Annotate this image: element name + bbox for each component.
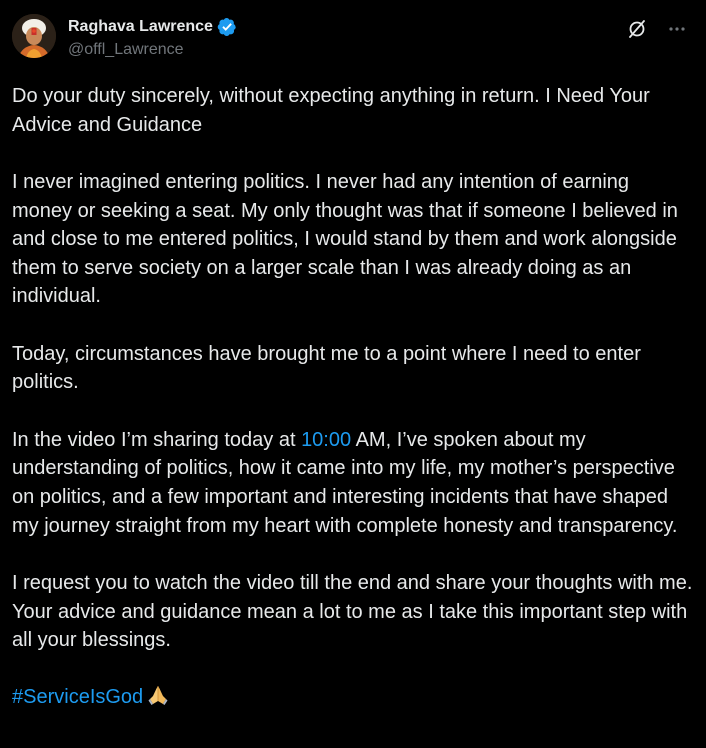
post-text	[12, 82, 694, 741]
folded-hands-emoji	[147, 684, 169, 706]
avatar-image	[12, 14, 56, 58]
post-paragraph-3: Today, circumstances have brought me to a point where I need to enter politics.	[12, 342, 641, 394]
hashtag-line	[12, 683, 694, 712]
verified-badge-icon	[217, 17, 237, 37]
time-link[interactable]: 10:00	[301, 428, 352, 451]
author-handle[interactable]: @offl_Lawrence	[68, 41, 184, 58]
post-paragraph-1: Do your duty sincerely, without expecting anything in return. I Need Your Advice and Guidance	[12, 85, 650, 136]
author-names	[68, 16, 237, 61]
name-row	[68, 16, 237, 38]
more-icon[interactable]	[666, 18, 688, 40]
author-avatar[interactable]	[12, 14, 56, 58]
paragraph-4-rest: AM, I’ve spoken about my understanding of politics, how it came into my life, my mother’s perspective on politics, and a few important and interesting incidents that have shaped my journey straight from my heart with complete honesty and transparency.	[12, 428, 678, 537]
grok-icon[interactable]	[626, 18, 648, 40]
post-header	[12, 12, 694, 64]
paragraph-4-lead: In the video I’m sharing today at	[12, 428, 302, 451]
post-paragraph-4	[12, 426, 694, 540]
post-paragraph-2: I never imagined entering politics. I never had any intention of earning money or seeking a seat. My only thought was that if someone I believed in and close to me entered politics, I would stand by them and work alongside them to serve society on a larger scale than I was already doing as an individual.	[12, 170, 678, 308]
author-display-name[interactable]: Raghava Lawrence	[68, 18, 213, 35]
post-paragraph-5: I request you to watch the video till the end and share your thoughts with me. Your advice and guidance mean a lot to me as I take this important step with all your blessings.	[12, 571, 693, 652]
header-actions	[626, 18, 688, 40]
hashtag-link[interactable]: #ServiceIsGod	[12, 686, 144, 709]
